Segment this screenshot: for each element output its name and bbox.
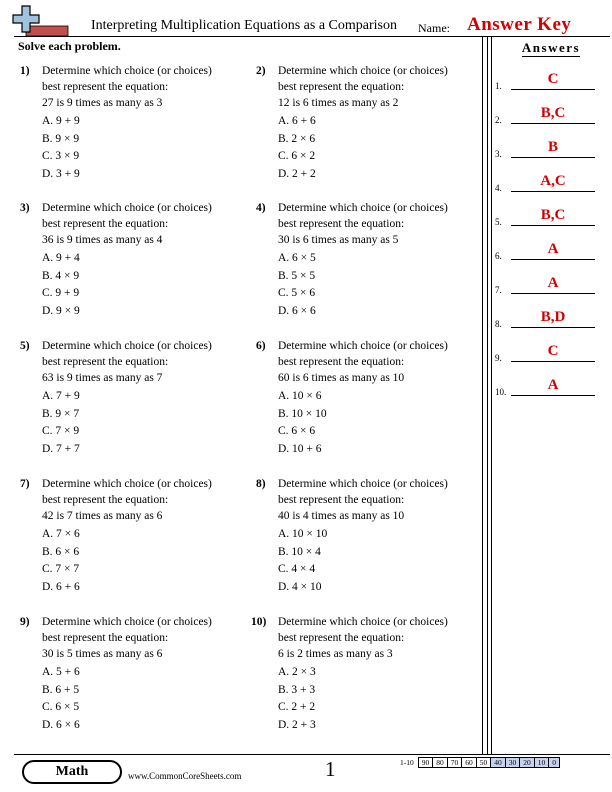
- problem-text: 6 is 2 times as many as 3: [278, 647, 393, 660]
- problem-text: best represent the equation:: [278, 80, 405, 93]
- answer-row: [495, 275, 595, 298]
- problem-text: 60 is 6 times as many as 10: [278, 371, 405, 384]
- problem-choice: B. 10 × 10: [278, 407, 327, 420]
- problem-choice: B. 9 × 9: [42, 132, 80, 145]
- answer-line: [511, 123, 595, 124]
- answer-row: [495, 343, 595, 366]
- problem-text: Determine which choice (or choices): [42, 340, 212, 352]
- problem-text: Determine which choice (or choices): [278, 616, 448, 628]
- problem-text: Determine which choice (or choices): [278, 340, 448, 352]
- problem-choice: A. 2 × 3: [278, 665, 316, 678]
- answer-value: C: [547, 343, 559, 359]
- answer-value: B,D: [540, 309, 566, 325]
- problem-text: best represent the equation:: [278, 631, 405, 644]
- problem-text: best represent the equation:: [278, 355, 405, 368]
- problem-choice: B. 6 + 5: [42, 683, 80, 696]
- score-table: [397, 757, 560, 768]
- answer-line: [511, 293, 595, 294]
- answer-value: C: [547, 71, 559, 87]
- answer-line: [511, 191, 595, 192]
- problem-choice: A. 9 + 4: [42, 251, 80, 264]
- answer-line: [511, 327, 595, 328]
- answer-line: [511, 395, 595, 396]
- answer-row: [495, 105, 595, 128]
- instructions: Solve each problem.: [18, 39, 121, 53]
- answer-number: 3.: [495, 149, 502, 159]
- problem-text: 36 is 9 times as many as 4: [42, 233, 163, 246]
- problem-choice: D. 7 + 7: [42, 443, 80, 456]
- footer-divider: [14, 754, 610, 755]
- answer-line: [511, 225, 595, 226]
- answer-line: [511, 89, 595, 90]
- answer-value: A,C: [540, 173, 566, 189]
- worksheet-title: Interpreting Multiplication Equations as a Comparison: [91, 18, 397, 33]
- problem-choice: D. 6 × 6: [278, 305, 316, 318]
- problem-choice: A. 7 × 6: [42, 527, 80, 540]
- problem-choice: C. 4 × 4: [278, 563, 316, 576]
- problem-choice: A. 10 × 10: [278, 527, 328, 540]
- answer-value: A: [547, 377, 559, 393]
- problem-text: 40 is 4 times as many as 10: [278, 509, 405, 522]
- problem-choice: B. 6 × 6: [42, 545, 80, 558]
- answer-number: 1.: [495, 81, 502, 91]
- problem-choice: B. 4 × 9: [42, 269, 80, 282]
- header-divider: [14, 36, 610, 37]
- problem-number: 2): [256, 65, 266, 77]
- answer-number: 5.: [495, 217, 502, 227]
- problem-choice: D. 6 × 6: [42, 719, 80, 732]
- problem-text: best represent the equation:: [278, 493, 405, 506]
- problem-text: best represent the equation:: [42, 80, 169, 93]
- answer-line: [511, 259, 595, 260]
- score-cell: 90: [418, 758, 433, 768]
- problem-text: Determine which choice (or choices): [42, 65, 212, 77]
- score-cell: 60: [462, 758, 477, 768]
- problem-number: 6): [256, 340, 266, 352]
- answer-number: 2.: [495, 115, 502, 125]
- problem-choice: C. 6 × 5: [42, 701, 80, 714]
- problem-choice: A. 7 + 9: [42, 389, 80, 402]
- problem-text: 30 is 6 times as many as 5: [278, 233, 399, 246]
- answer-number: 10.: [495, 387, 507, 397]
- problem-number: 1): [20, 65, 30, 77]
- problem-choice: A. 6 × 5: [278, 251, 316, 264]
- score-cell: 80: [433, 758, 448, 768]
- answer-row: [495, 309, 595, 332]
- problem-choice: C. 6 × 2: [278, 150, 316, 163]
- answer-row: [495, 71, 595, 94]
- problem-text: 30 is 5 times as many as 6: [42, 647, 163, 660]
- problem-choice: B. 3 + 3: [278, 683, 316, 696]
- answer-line: [511, 157, 595, 158]
- problem-choice: C. 2 + 2: [278, 701, 316, 714]
- problem-number: 10): [251, 616, 267, 628]
- answer-line: [511, 361, 595, 362]
- problem-choice: C. 3 × 9: [42, 150, 80, 163]
- problem-number: 3): [20, 202, 30, 214]
- problem-text: Determine which choice (or choices): [42, 478, 212, 490]
- problem-text: 63 is 9 times as many as 7: [42, 371, 163, 384]
- answer-value: A: [547, 275, 559, 291]
- column-divider: [482, 37, 483, 755]
- score-cell: 30: [505, 758, 520, 768]
- score-cell: 70: [447, 758, 462, 768]
- answer-value: B,C: [540, 105, 566, 121]
- problem-choice: D. 2 + 2: [278, 168, 316, 181]
- problem-choice: A. 9 + 9: [42, 114, 80, 127]
- problem-choice: D. 4 × 10: [278, 581, 322, 594]
- answer-number: 9.: [495, 353, 502, 363]
- problem-number: 4): [256, 202, 266, 214]
- answers-heading: Answers: [521, 40, 581, 55]
- problem-number: 9): [20, 616, 30, 628]
- problem-number: 7): [20, 478, 30, 490]
- problem-text: Determine which choice (or choices): [278, 202, 448, 214]
- problem-text: best represent the equation:: [42, 217, 169, 230]
- answer-number: 4.: [495, 183, 502, 193]
- answer-row: [495, 241, 595, 264]
- answer-number: 8.: [495, 319, 502, 329]
- score-cell: 40: [491, 758, 506, 768]
- problem-choice: A. 6 + 6: [278, 114, 316, 127]
- answer-value: B: [547, 139, 558, 155]
- problem-text: Determine which choice (or choices): [42, 616, 212, 628]
- problem-text: Determine which choice (or choices): [42, 202, 212, 214]
- problem-choice: D. 3 + 9: [42, 168, 80, 181]
- problem-choice: B. 9 × 7: [42, 407, 80, 420]
- problem-choice: D. 6 + 6: [42, 581, 80, 594]
- problem-choice: C. 5 × 6: [278, 287, 316, 300]
- problem-choice: C. 7 × 7: [42, 563, 80, 576]
- problem-choice: B. 10 × 4: [278, 545, 321, 558]
- problem-text: best represent the equation:: [42, 355, 169, 368]
- score-cell: 20: [520, 758, 535, 768]
- answer-row: [495, 173, 595, 196]
- answer-value: B,C: [540, 207, 566, 223]
- problem-choice: C. 9 + 9: [42, 287, 80, 300]
- score-cell: 10: [534, 758, 549, 768]
- answer-value: A: [547, 241, 559, 257]
- problem-choice: B. 2 × 6: [278, 132, 316, 145]
- column-divider: [491, 37, 492, 755]
- problem-number: 5): [20, 340, 30, 352]
- score-cell: 50: [476, 758, 491, 768]
- problem-text: Determine which choice (or choices): [278, 65, 448, 77]
- problem-number: 8): [256, 478, 266, 490]
- answer-row: [495, 139, 595, 162]
- answer-number: 6.: [495, 251, 502, 261]
- website-text: www.CommonCoreSheets.com: [128, 771, 242, 781]
- problem-choice: D. 9 × 9: [42, 305, 80, 318]
- answer-key-label: Answer Key: [467, 14, 572, 35]
- problem-text: Determine which choice (or choices): [278, 478, 448, 490]
- problem-choice: A. 5 + 6: [42, 665, 80, 678]
- column-divider: [487, 37, 488, 755]
- problem-choice: B. 5 × 5: [278, 269, 316, 282]
- problem-text: best represent the equation:: [278, 217, 405, 230]
- problem-choice: D. 2 + 3: [278, 719, 316, 732]
- problem-text: best represent the equation:: [42, 631, 169, 644]
- score-label: 1-10: [400, 758, 414, 767]
- answer-number: 7.: [495, 285, 502, 295]
- problem-choice: C. 7 × 9: [42, 425, 80, 438]
- problem-text: 27 is 9 times as many as 3: [42, 96, 163, 109]
- problem-choice: A. 10 × 6: [278, 389, 322, 402]
- problem-text: 12 is 6 times as many as 2: [278, 96, 399, 109]
- answer-row: [495, 207, 595, 230]
- problem-text: 42 is 7 times as many as 6: [42, 509, 163, 522]
- name-label: Name:: [418, 21, 450, 35]
- page-number: 1: [325, 757, 336, 781]
- problem-choice: D. 10 + 6: [278, 443, 322, 456]
- subject-badge: Math: [22, 760, 122, 784]
- problem-text: best represent the equation:: [42, 493, 169, 506]
- problem-choice: C. 6 × 6: [278, 425, 316, 438]
- answer-row: [495, 377, 595, 400]
- math-plus-logo-icon: [12, 4, 70, 38]
- score-cell: 0: [549, 758, 560, 768]
